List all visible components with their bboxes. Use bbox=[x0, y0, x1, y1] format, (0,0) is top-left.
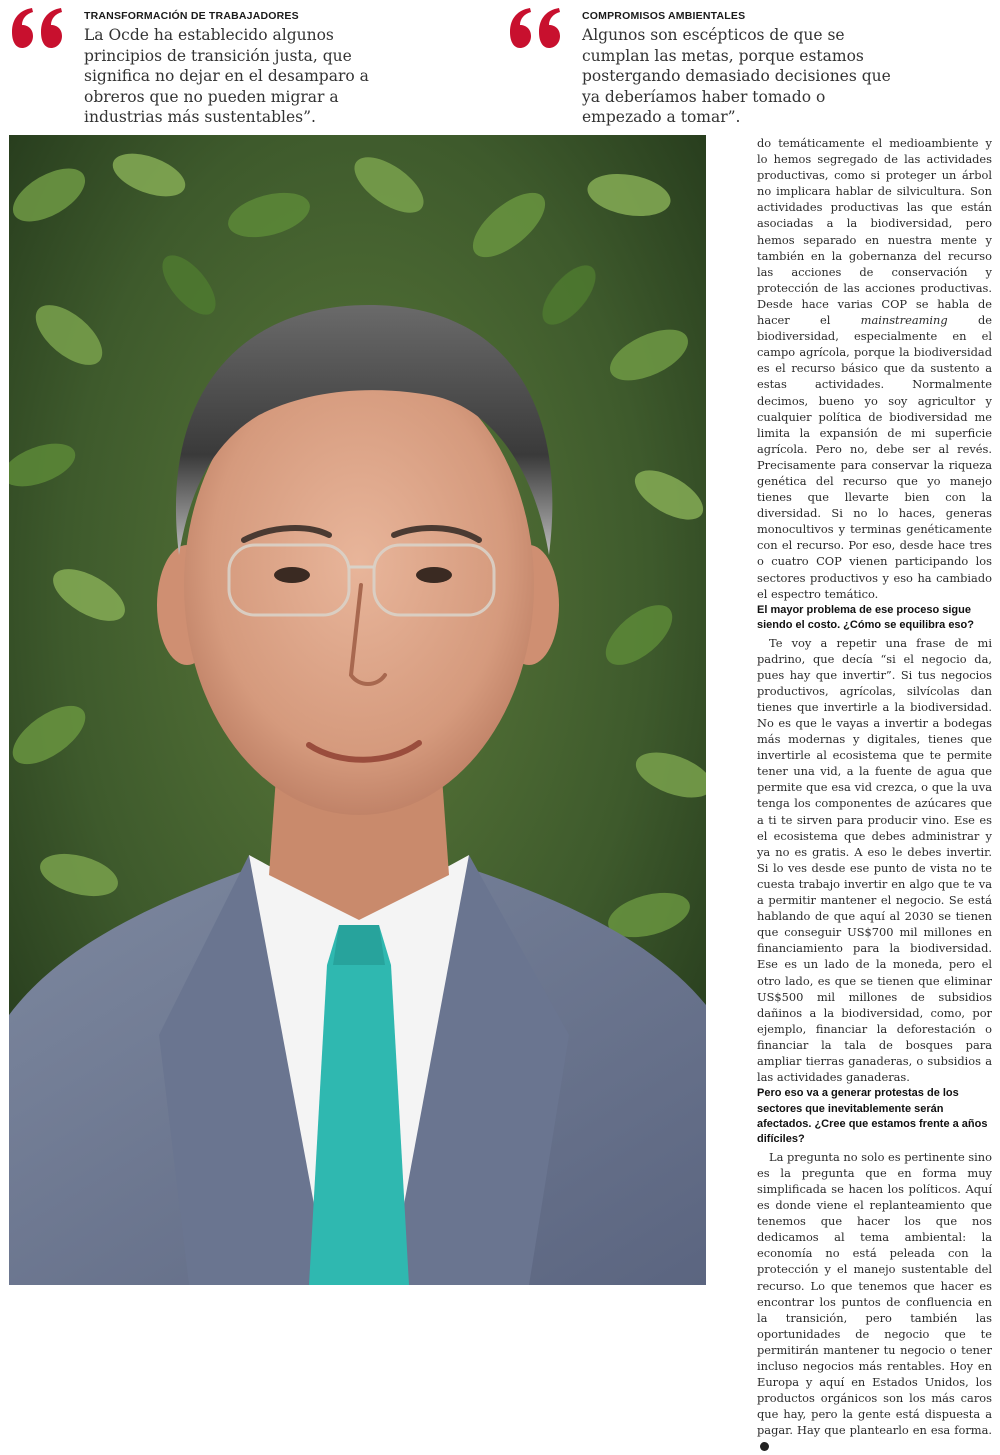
article-text: La pregunta no solo es pertinente sino es la pregunta que en forma muy simplificada se hacen los políticos. Aquí es donde viene el replanteamiento que tenemos que hacer los que nos dedicamos al tema ambiental: la economía no está peleada con la protección y el manejo sustentable del recurso. Lo que tenemos que hacer es encontrar los puntos de confluencia en la transición, pero también las oportunidades de negocio que te permitirán mantener tu negocio o tener incluso negocios más rentables. Hoy en Europa y aquí en Estados Unidos, los productos orgánicos son los más caros que hay, pero la gente está dispuesta a pagar. Hay que plantearlo en esa forma. bbox=[757, 1149, 992, 1438]
interview-question: Pero eso va a generar protestas de los sectores que inevitablemente serán afectados. ¿Cree que estamos frente a años difíciles? bbox=[757, 1087, 988, 1146]
article-text: do temáticamente el medioambiente y lo hemos segregado de las actividades productivas, como si proteger un árbol no implicara hablar de silvicultura. Son actividades productivas las que están asociadas a la biodiversidad, pero hemos separado en nuestra mente y también en la gobernanza del recurso las acciones de conservación y protección de las acciones productivas. Desde hace varias COP se habla de hacer el bbox=[757, 136, 992, 328]
pullquote-text: La Ocde ha establecido algunos principios de transición justa, que significa no dejar en el desamparo a obreros que no pueden migrar a industrias más sustentables”. bbox=[84, 26, 369, 126]
pullquote-kicker: COMPROMISOS AMBIENTALES bbox=[582, 10, 746, 22]
article-column bbox=[757, 135, 992, 1455]
article-emphasis: mainstreaming bbox=[860, 313, 948, 328]
article-paragraph bbox=[757, 135, 992, 602]
portrait-illustration bbox=[9, 135, 706, 1285]
quotation-mark-icon bbox=[8, 6, 68, 52]
portrait-photo bbox=[9, 135, 706, 1285]
quotation-mark-icon bbox=[506, 6, 566, 52]
article-paragraph: Te voy a repetir una frase de mi padrino, que decía “si el negocio da, pues hay que invertir”. Si tus negocios productivos, agrícolas, silvícolas dan tienes que invertirle a la biodiversidad. No es que le vayas a invertir a bodegas más modernas y digitales, tienes que invertirle al ecosistema que te permite tener una vid, a la fuente de agua que permite que esa vid crezca, o que la uva tenga los componentes de azúcares que a ti te sirven para producir vino. Ese es el ecosistema que debes administrar y ya no es gratis. A eso le debes invertir. Si lo ves desde ese punto de vista no te cuesta trabajo invertir en algo que te va a permitir mantener el negocio. Se está hablando de que aquí al 2030 se tienen que conseguir US$700 mil millones en financiamiento para la biodiversidad. Ese es un lado de la moneda, pero el otro lado, es que se tienen que eliminar US$500 mil millones de subsidios dañinos a la biodiversidad, como, por ejemplo, financiar la deforestación o financiar la tala de bosques para ampliar tierras ganaderas, o subsidios a las actividades ganaderas. bbox=[757, 635, 992, 1085]
pullquote-kicker: TRANSFORMACIÓN DE TRABAJADORES bbox=[84, 10, 299, 22]
article-text: de biodiversidad, especialmente en el campo agrícola, porque la biodiversidad es el recurso básico que da sustento a estas actividades. Normalmente decimos, bueno yo soy agricultor y cualquier política de biodiversidad me limita la expansión de mi superficie agrícola. Pero no, debe ser al revés. Precisamente para conservar la riqueza genética del recurso que yo manejo tienes que llevarte bien con la diversidad. Si no lo haces, generas monocultivos y terminas genéticamente con el recurso. Por eso, desde hace tres o cuatro COP vienen participando los sectores productivos y eso ha cambiado el espectro temático. bbox=[757, 313, 992, 601]
end-mark-icon bbox=[760, 1442, 769, 1451]
article-paragraph bbox=[757, 1149, 992, 1455]
pullquote-text: Algunos son escépticos de que se cumplan las metas, porque estamos postergando demasiado decisiones que ya deberíamos haber tomado o empezado a tomar”. bbox=[582, 26, 891, 126]
interview-question: El mayor problema de ese proceso sigue siendo el costo. ¿Cómo se equilibra eso? bbox=[757, 603, 974, 632]
